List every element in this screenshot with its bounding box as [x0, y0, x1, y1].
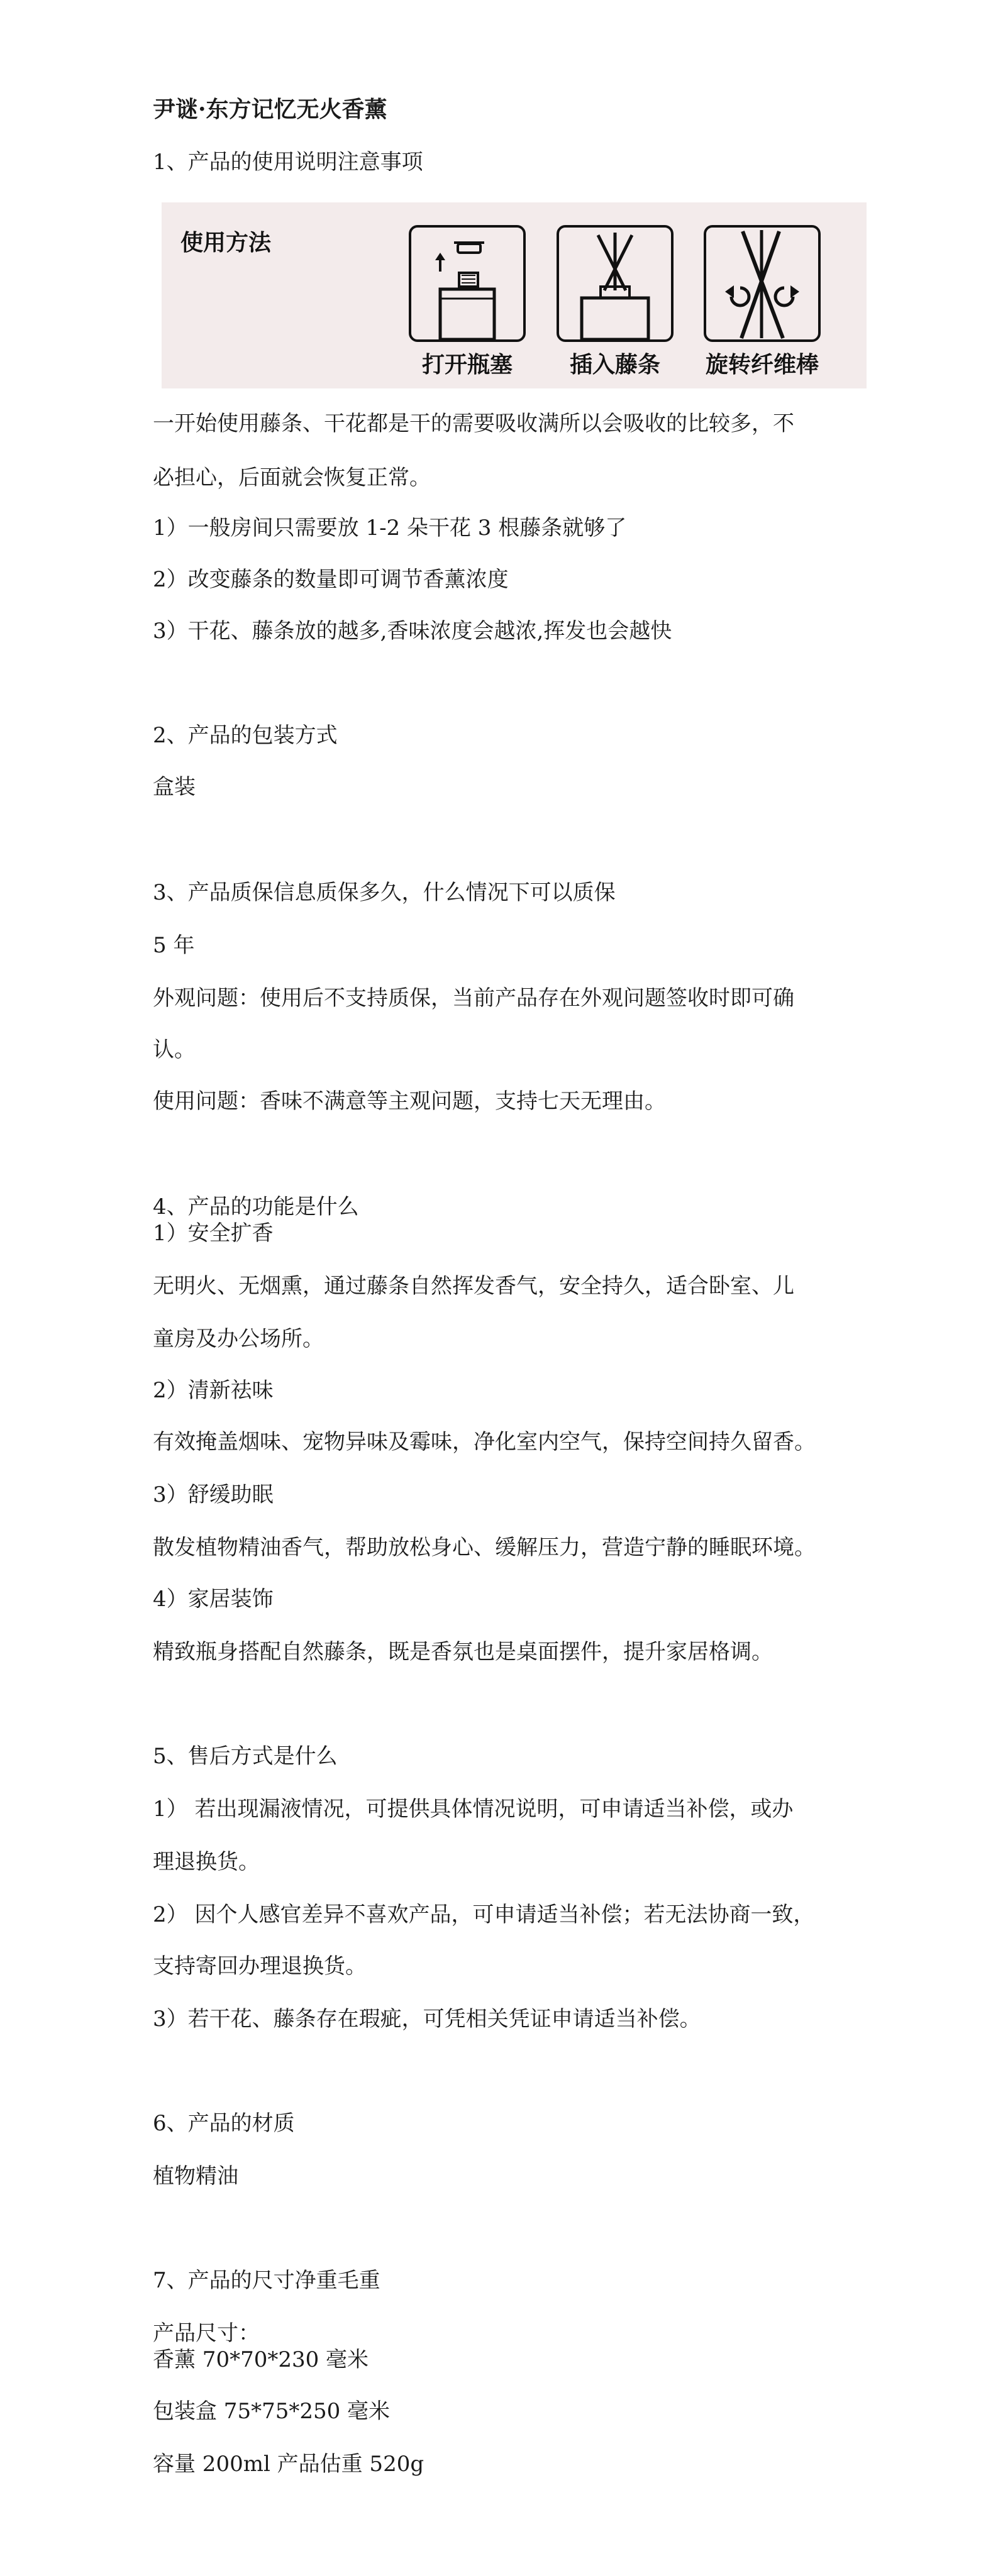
function-1-title: 1）安全扩香: [153, 1221, 274, 1246]
function-1-line-1: 无明火、无烟熏，通过藤条自然挥发香气，安全持久，适合卧室、儿: [153, 1274, 794, 1299]
step-insert-reeds: [557, 225, 674, 379]
section-7-heading: 7、产品的尺寸净重毛重: [153, 2268, 380, 2293]
section-1-heading: 1、产品的使用说明注意事项: [153, 150, 423, 175]
step-rotate-reeds: [704, 225, 821, 379]
usage-label: 使用方法: [180, 230, 272, 256]
insert-reeds-icon: [557, 225, 674, 342]
usage-note-line-2: 必担心，后面就会恢复正常。: [153, 465, 431, 490]
size-fragrance: 香薰 70*70*230 毫米: [153, 2347, 369, 2372]
aftersale-1-line-1: 1） 若出现漏液情况，可提供具体情况说明，可申请适当补偿，或办: [153, 1797, 794, 1822]
function-4-title: 4）家居装饰: [153, 1587, 274, 1612]
section-5-heading: 5、售后方式是什么: [153, 1744, 338, 1769]
usage-note-line-1: 一开始使用藤条、干花都是干的需要吸收满所以会吸收的比较多，不: [153, 411, 794, 436]
function-2-desc: 有效掩盖烟味、宠物异味及霉味，净化室内空气，保持空间持久留香。: [153, 1429, 816, 1455]
size-box: 包装盒 75*75*250 毫米: [153, 2399, 391, 2424]
step-open-bottle: [409, 225, 526, 379]
usage-tip-3: 3）干花、藤条放的越多,香味浓度会越浓,挥发也会越快: [153, 619, 672, 644]
function-4-desc: 精致瓶身搭配自然藤条，既是香氛也是桌面摆件，提升家居格调。: [153, 1639, 773, 1665]
appearance-issue-line-2: 认。: [153, 1037, 196, 1062]
function-3-title: 3）舒缓助眠: [153, 1482, 274, 1507]
product-title: 尹谜·东方记忆无火香薰: [153, 96, 387, 123]
function-1-line-2: 童房及办公场所。: [153, 1326, 324, 1351]
packaging-value: 盒装: [153, 774, 196, 800]
section-4-heading: 4、产品的功能是什么: [153, 1194, 359, 1219]
bottle-open-icon: [409, 225, 526, 342]
function-3-desc: 散发植物精油香气，帮助放松身心、缓解压力，营造宁静的睡眠环境。: [153, 1535, 816, 1560]
aftersale-2-line-2: 支持寄回办理退换货。: [153, 1954, 367, 1979]
material-value: 植物精油: [153, 2164, 238, 2189]
usage-issue: 使用问题：香味不满意等主观问题，支持七天无理由。: [153, 1089, 666, 1114]
section-3-heading: 3、产品质保信息质保多久，什么情况下可以质保: [153, 880, 616, 905]
rotate-reeds-icon: [704, 225, 821, 342]
appearance-issue-line-1: 外观问题：使用后不支持质保，当前产品存在外观问题签收时即可确: [153, 986, 794, 1011]
usage-instructions-panel: [162, 202, 867, 388]
usage-tip-2: 2）改变藤条的数量即可调节香薰浓度: [153, 567, 509, 592]
section-2-heading: 2、产品的包装方式: [153, 723, 338, 748]
step-insert-reeds-label: 插入藤条: [569, 352, 660, 378]
warranty-years: 5 年: [153, 933, 195, 958]
function-2-title: 2）清新祛味: [153, 1378, 274, 1403]
aftersale-2-line-1: 2） 因个人感官差异不喜欢产品，可申请适当补偿；若无法协商一致，: [153, 1902, 815, 1927]
step-open-bottle-label: 打开瓶塞: [421, 352, 513, 378]
aftersale-1-line-2: 理退换货。: [153, 1849, 260, 1874]
section-6-heading: 6、产品的材质: [153, 2111, 295, 2136]
usage-tip-1: 1）一般房间只需要放 1-2 朵干花 3 根藤条就够了: [153, 515, 627, 541]
capacity-weight: 容量 200ml 产品估重 520g: [153, 2452, 424, 2477]
size-label: 产品尺寸：: [153, 2321, 260, 2346]
aftersale-3: 3）若干花、藤条存在瑕疵，可凭相关凭证申请适当补偿。: [153, 2006, 701, 2032]
step-rotate-reeds-label: 旋转纤维棒: [705, 352, 819, 378]
